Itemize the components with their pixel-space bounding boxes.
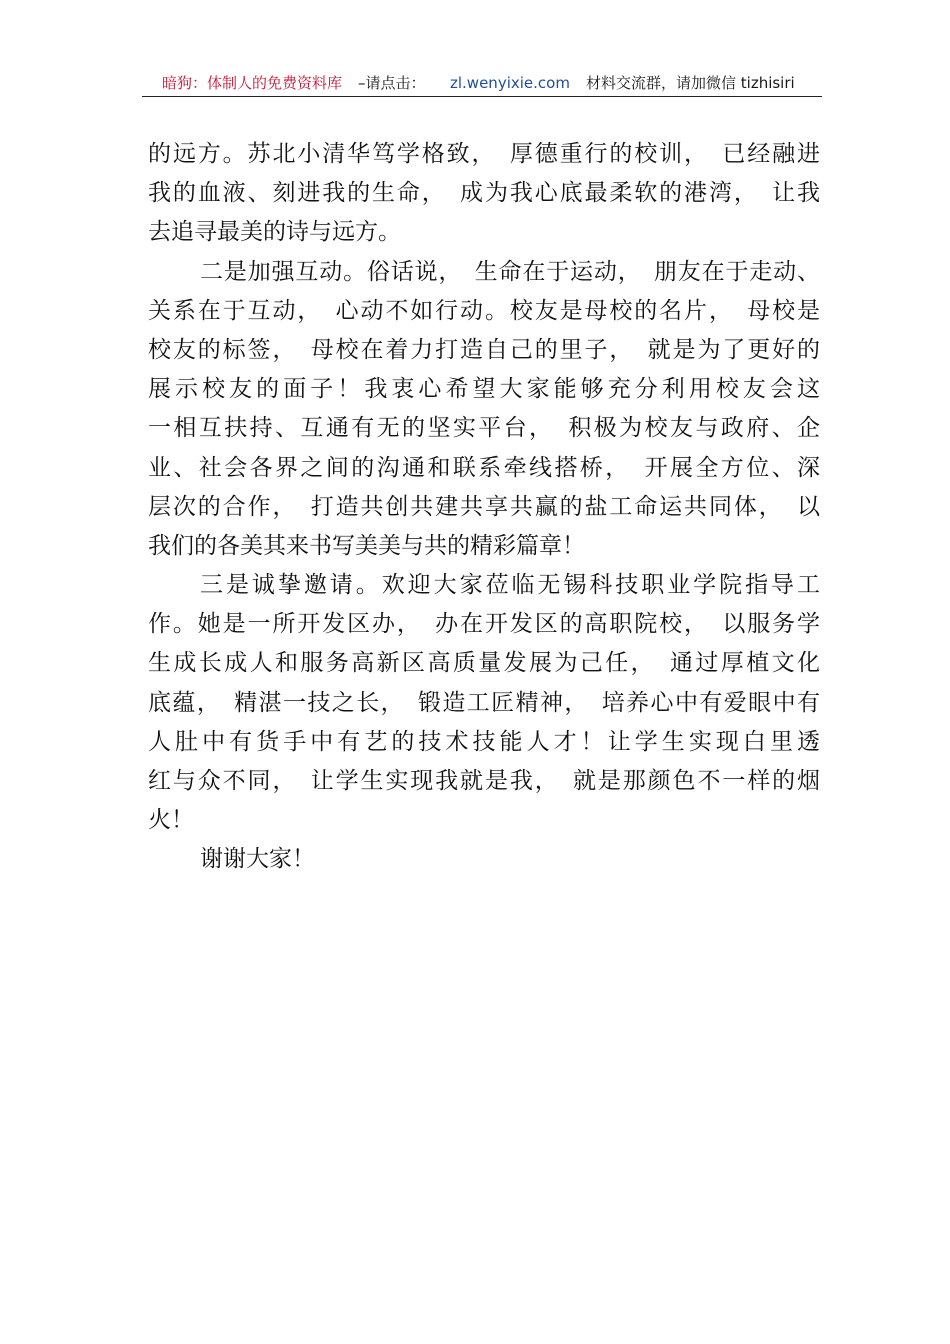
text-line: 的远方。苏北小清华笃学格致， 厚德重行的校训， 已经融进: [148, 141, 820, 167]
header-url-prefix: –请点击：: [358, 74, 426, 92]
text-line: 层次的合作， 打造共创共建共享共赢的盐工命运共同体， 以: [148, 493, 820, 520]
header-brand: 暗狗：体制人的免费资料库: [162, 74, 343, 92]
text-line: 底蕴， 精湛一技之长， 锻造工匠精神， 培养心中有爱眼中有: [148, 689, 820, 716]
text-line: 作。她是一所开发区办， 办在开发区的高职院校， 以服务学: [148, 611, 820, 638]
text-line: 我们的各美其来书写美美与共的精彩篇章！: [148, 532, 585, 559]
text-line: 二是加强互动。俗话说， 生命在于运动， 朋友在于走动、: [200, 258, 820, 285]
text-line: 去追寻最美的诗与远方。: [148, 219, 401, 246]
paragraph-1: [148, 135, 820, 253]
text-line: 业、社会各界之间的沟通和联系牵线搭桥， 开展全方位、深: [148, 454, 820, 481]
paragraph-3: [148, 566, 820, 840]
text-line: 展示校友的面子！我衷心希望大家能够充分利用校友会这: [148, 376, 820, 403]
text-line: 三是诚挚邀请。欢迎大家莅临无锡科技职业学院指导工: [200, 572, 820, 599]
closing-paragraph: [148, 840, 820, 879]
text-line: 我的血液、刻进我的生命， 成为我心底最柔软的港湾， 让我: [148, 180, 820, 207]
text-line: 关系在于互动， 心动不如行动。校友是母校的名片， 母校是: [148, 297, 820, 324]
text-line: 一相互扶持、互通有无的坚实平台， 积极为校友与政府、企: [148, 415, 820, 442]
text-line: 火！: [148, 807, 194, 834]
paragraph-2: [148, 253, 820, 567]
text-line: 校友的标签， 母校在着力打造自己的里子， 就是为了更好的: [148, 336, 820, 363]
header-contact: 材料交流群，请加微信 tizhisiri: [586, 74, 795, 92]
text-line: 人肚中有货手中有艺的技术技能人才！让学生实现白里透: [148, 728, 820, 755]
closing-line: 谢谢大家！: [200, 846, 315, 873]
page-header: [142, 72, 822, 97]
text-line: 红与众不同， 让学生实现我就是我， 就是那颜色不一样的烟: [148, 768, 820, 794]
document-body: [148, 135, 820, 880]
text-line: 生成长成人和服务高新区高质量发展为己任， 通过厚植文化: [148, 650, 820, 677]
header-url-link[interactable]: zl.wenyixie.com: [450, 74, 570, 92]
